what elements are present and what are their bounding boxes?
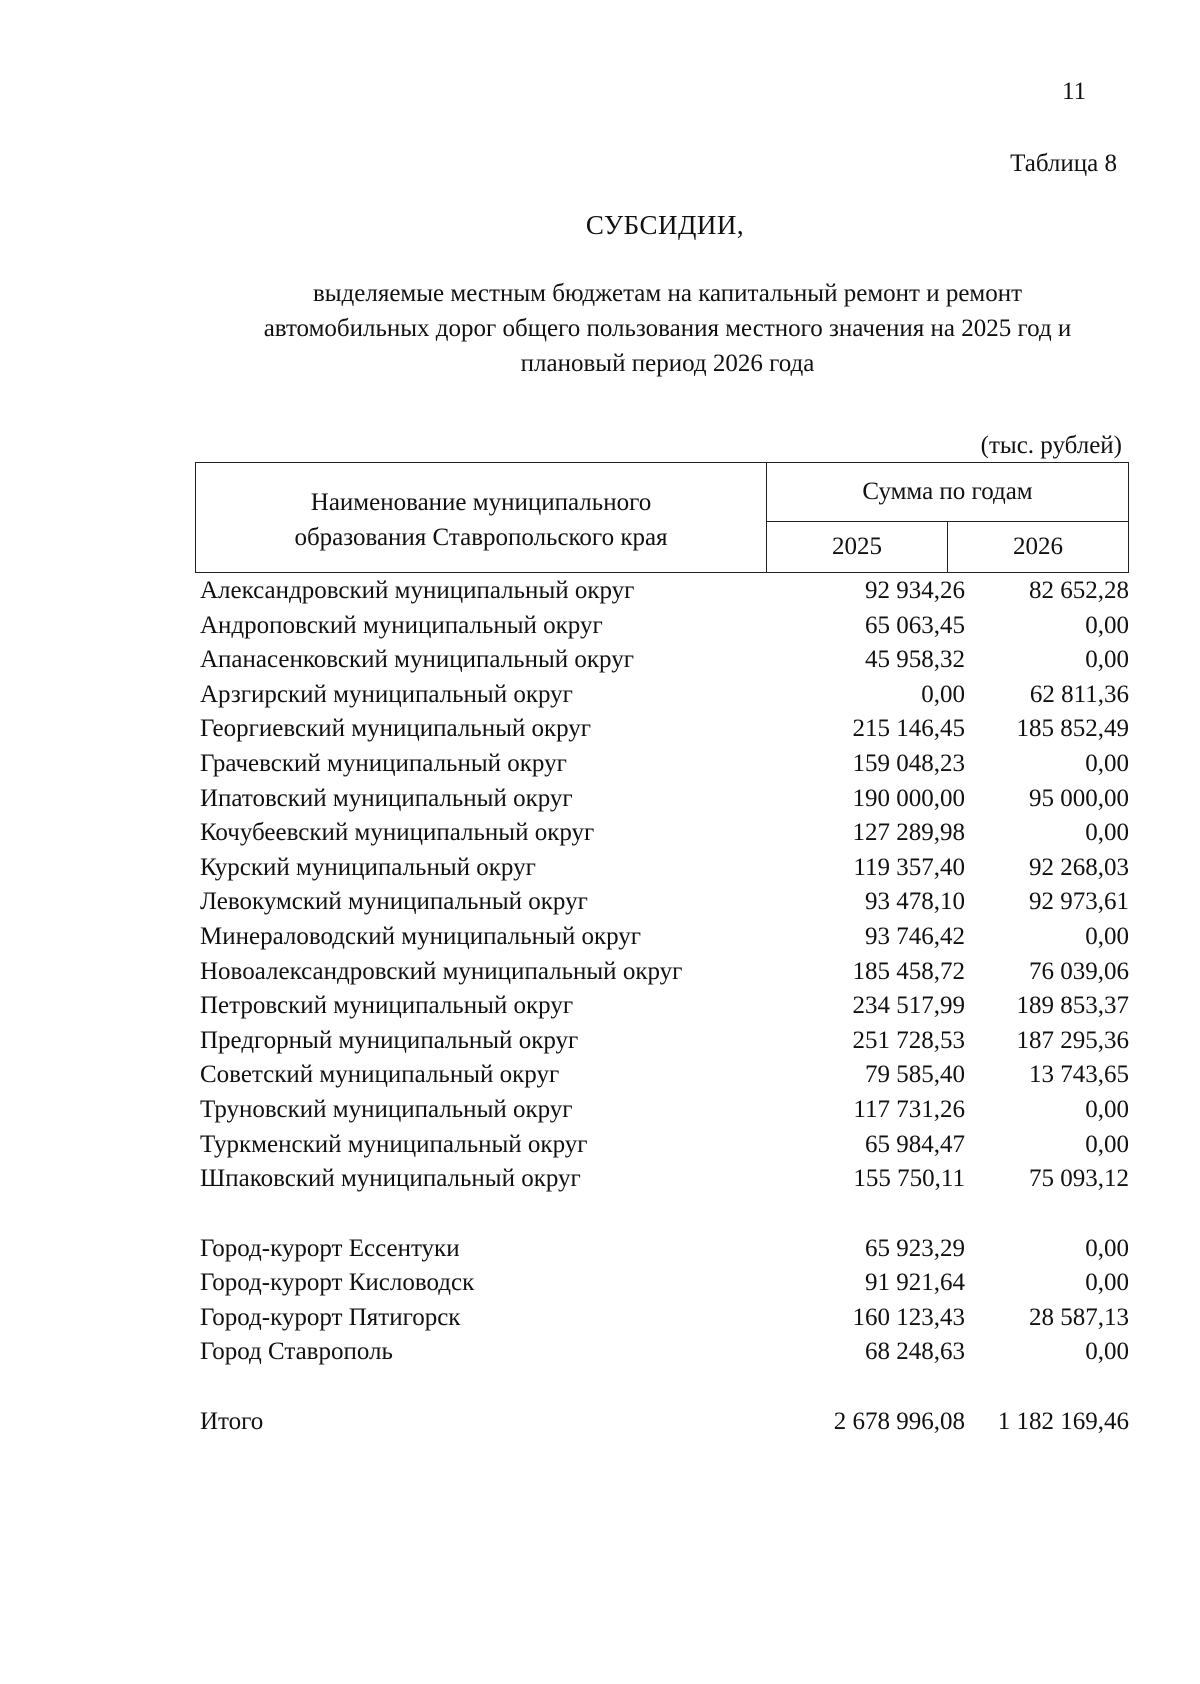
table-row	[200, 851, 1130, 886]
row-name: Георгиевский муниципальный округ	[200, 715, 592, 743]
row-value-2025: 68 248,63	[865, 1338, 965, 1366]
row-value-2025: 91 921,64	[865, 1269, 965, 1297]
row-value-2025: 119 357,40	[853, 853, 965, 881]
row-value-2025: 92 934,26	[865, 577, 965, 604]
row-name: Петровский муниципальный округ	[200, 992, 574, 1020]
row-value-2026: 82 652,28	[1029, 577, 1129, 604]
row-name: Андроповский муниципальный округ	[200, 611, 603, 639]
row-name: Минераловодский муниципальный округ	[200, 922, 642, 950]
row-value-2026: 0,00	[1085, 611, 1129, 639]
row-name: Город-курорт Ессентуки	[200, 1234, 460, 1262]
table-row	[200, 1266, 1130, 1301]
row-value-2026: 75 093,12	[1029, 1165, 1129, 1193]
table-row	[200, 1335, 1130, 1370]
row-value-2026: 76 039,06	[1029, 957, 1129, 985]
table-row	[200, 574, 1130, 609]
row-name: Кочубеевский муниципальный округ	[200, 819, 595, 847]
cities-group	[200, 1232, 1130, 1370]
row-value-2026: 0,00	[1085, 646, 1129, 674]
row-value-2025: 215 146,45	[852, 715, 965, 743]
table-row	[200, 885, 1130, 920]
row-value-2026: 185 852,49	[1016, 715, 1129, 743]
table-row	[200, 989, 1130, 1024]
row-name: Город-курорт Кисловодск	[200, 1269, 475, 1297]
table-row	[200, 1232, 1130, 1267]
row-value-2025: 127 289,98	[852, 819, 965, 847]
row-value-2026: 92 268,03	[1029, 853, 1129, 881]
row-name: Город-курорт Пятигорск	[200, 1303, 461, 1331]
districts-group	[200, 574, 1130, 1197]
row-name: Грачевский муниципальный округ	[200, 749, 567, 777]
row-value-2026: 0,00	[1085, 749, 1129, 777]
table-body	[200, 574, 1130, 1440]
table-row	[200, 678, 1130, 713]
total-label: Итого	[200, 1408, 264, 1436]
row-value-2026: 187 295,36	[1016, 1026, 1129, 1054]
row-value-2025: 65 063,45	[865, 611, 965, 639]
table-header	[195, 462, 1129, 573]
document-subtitle	[200, 276, 1135, 381]
row-name: Ипатовский муниципальный округ	[200, 784, 573, 812]
row-name: Туркменский муниципальный округ	[200, 1130, 588, 1158]
table-row	[200, 1128, 1130, 1163]
header-year-2026: 2026	[948, 522, 1129, 573]
subtitle-line: выделяемые местным бюджетам на капитальный ремонт и ремонт	[312, 280, 1023, 307]
subtitle-line: плановый период 2026 года	[520, 350, 815, 377]
row-value-2026: 92 973,61	[1029, 888, 1129, 916]
row-name: Труновский муниципальный округ	[200, 1095, 573, 1123]
row-value-2025: 251 728,53	[852, 1026, 965, 1054]
table-row	[200, 712, 1130, 747]
row-name: Апанасенковский муниципальный округ	[200, 646, 634, 674]
table-row	[200, 1058, 1130, 1093]
row-value-2025: 190 000,00	[852, 784, 965, 812]
header-name-line: Наименование муниципального	[310, 488, 652, 516]
row-value-2026: 0,00	[1085, 922, 1129, 950]
group-spacer	[200, 1197, 1130, 1232]
row-value-2026: 28 587,13	[1029, 1303, 1129, 1331]
row-value-2026: 0,00	[1085, 1130, 1129, 1158]
table-row	[200, 955, 1130, 990]
row-value-2026: 189 853,37	[1016, 992, 1129, 1020]
header-name-cell	[196, 463, 767, 573]
row-value-2026: 0,00	[1085, 1338, 1129, 1366]
table-row	[200, 1162, 1130, 1197]
row-value-2025: 79 585,40	[865, 1061, 965, 1089]
group-spacer	[200, 1370, 1130, 1405]
row-name: Курский муниципальный округ	[200, 853, 536, 881]
row-value-2026: 0,00	[1085, 1234, 1129, 1262]
row-value-2025: 159 048,23	[852, 749, 965, 777]
row-name: Александровский муниципальный округ	[200, 577, 635, 604]
row-value-2025: 0,00	[921, 680, 965, 708]
table-row	[200, 1024, 1130, 1059]
total-row	[200, 1405, 1130, 1440]
row-name: Советский муниципальный округ	[200, 1061, 560, 1089]
row-value-2025: 117 731,26	[853, 1095, 965, 1123]
subtitle-line: автомобильных дорог общего пользования местного значения на 2025 год и	[263, 315, 1072, 342]
document-title: СУБСИДИИ,	[585, 210, 745, 240]
header-year-2025: 2025	[767, 522, 948, 573]
table-row	[200, 643, 1130, 678]
row-value-2025: 65 923,29	[865, 1234, 965, 1262]
table-row	[200, 782, 1130, 817]
row-value-2026: 0,00	[1085, 1095, 1129, 1123]
row-value-2026: 62 811,36	[1029, 680, 1129, 708]
row-name: Город Ставрополь	[200, 1338, 393, 1366]
row-value-2025: 45 958,32	[865, 646, 965, 674]
table-row	[200, 747, 1130, 782]
row-name: Левокумский муниципальный округ	[200, 888, 588, 916]
row-value-2026: 95 000,00	[1029, 784, 1129, 812]
row-name: Новоалександровский муниципальный округ	[200, 957, 683, 985]
header-sum-by-years: Сумма по годам	[767, 463, 1129, 522]
row-name: Предгорный муниципальный округ	[200, 1026, 579, 1054]
table-label: Таблица 8	[1010, 150, 1117, 177]
row-value-2026: 0,00	[1085, 819, 1129, 847]
table-row	[200, 816, 1130, 851]
row-value-2025: 93 746,42	[865, 922, 965, 950]
total-2026: 1 182 169,46	[997, 1408, 1129, 1436]
table-row	[200, 609, 1130, 644]
header-name-line: образования Ставропольского края	[294, 523, 668, 551]
units-label: (тыс. рублей)	[980, 432, 1122, 459]
row-value-2025: 185 458,72	[852, 957, 965, 985]
row-name: Арзгирский муниципальный округ	[200, 680, 573, 708]
row-value-2025: 234 517,99	[852, 992, 965, 1020]
table-row	[200, 1093, 1130, 1128]
table-row	[200, 1301, 1130, 1336]
page-number: 11	[1062, 78, 1087, 105]
row-value-2025: 93 478,10	[865, 888, 965, 916]
total-2025: 2 678 996,08	[833, 1408, 965, 1436]
row-value-2025: 65 984,47	[865, 1130, 965, 1158]
row-value-2026: 13 743,65	[1029, 1061, 1129, 1089]
row-value-2026: 0,00	[1085, 1269, 1129, 1297]
row-value-2025: 160 123,43	[852, 1303, 965, 1331]
table-row	[200, 920, 1130, 955]
row-name: Шпаковский муниципальный округ	[200, 1165, 581, 1193]
row-value-2025: 155 750,11	[853, 1165, 965, 1193]
